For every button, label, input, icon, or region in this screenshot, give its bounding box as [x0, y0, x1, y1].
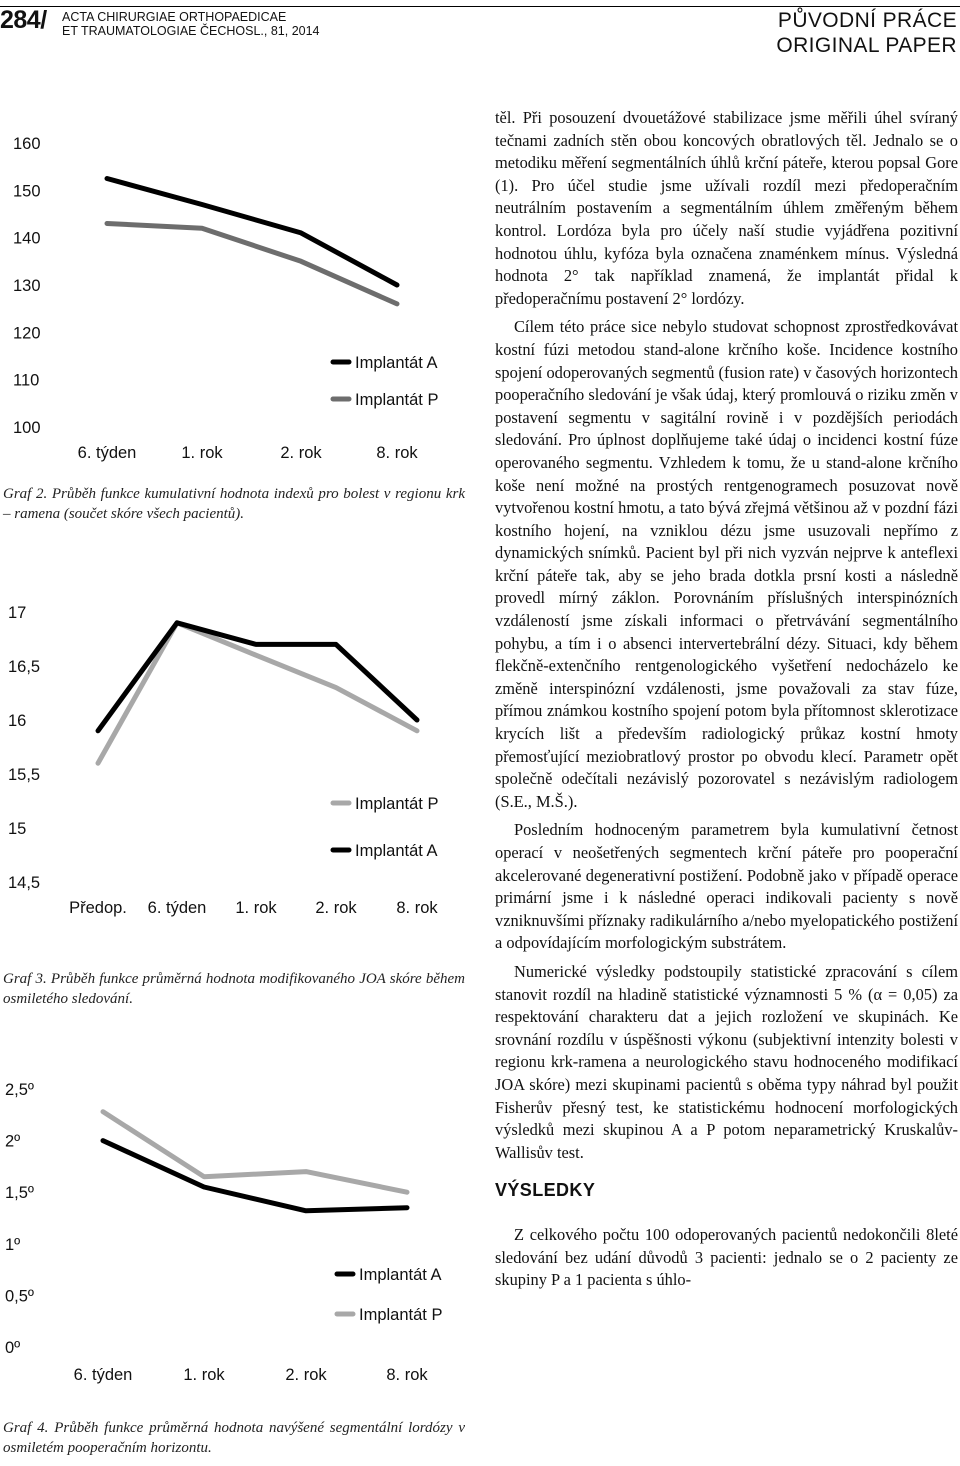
graf3-svg — [0, 590, 470, 930]
body-paragraph: těl. Při posouzení dvouetážové stabilizace jsme měřili úhel svíraný tečnami zadních stěn obou koncových obratlových těl. Jednalo se o metodiku měření segmentálních úhlů krční páteře, kterou popsal Gore (1). Pro účel studie jsme užívali rozdíl mezi předoperačním neutrálním postavením a segmentálním úhlem změřeným během kontrol. Lordóza byla pro účely naší studie vyjádřena pozitivní hodnotou úhlu, kyfóza byla označena znaménkem mínus. Výsledná hodnota 2° tak například znamená, že implantát přidal k předoperačnímu postavení 2° lordózy. — [495, 108, 958, 308]
graf2-svg — [0, 120, 470, 470]
journal-title-line2: ET TRAUMATOLOGIAE ČECHOSL., 81, 2014 — [62, 24, 320, 38]
x-tick-label: 2. rok — [315, 899, 357, 917]
x-tick-label: 6. týden — [147, 899, 207, 917]
y-tick-label: 1,5º — [5, 1184, 34, 1203]
y-tick-label: 160 — [13, 135, 41, 153]
x-tick-label: 6. týden — [77, 444, 137, 462]
x-tick-label: 8. rok — [386, 1366, 428, 1384]
x-tick-label: 2. rok — [285, 1366, 327, 1384]
y-tick-label: 110 — [13, 371, 40, 390]
graf4-chart — [0, 1065, 470, 1395]
legend-label: Implantát P — [355, 391, 439, 409]
graf3-chart — [0, 590, 470, 930]
y-tick-label: 100 — [13, 419, 41, 437]
graf2-caption: Graf 2. Průběh funkce kumulativní hodnota indexů pro bolest v regionu krk – ramena (součet skóre všech pacientů). — [3, 486, 465, 522]
journal-title — [62, 10, 320, 38]
graf2-chart — [0, 120, 470, 470]
x-tick-label: 6. týden — [73, 1366, 133, 1384]
body-paragraph: Cílem této práce sice nebylo studovat schopnost zprostředkovávat kostní fúzi metodou stand-alone krčního koše. Incidence kostního spojení odoperovaných segmentů (fusion rate) v časových horizontech pooperačního sledování je však údaj, který promlouvá o riziku změn v postavení segmentu v sagitální rovině i v pozdějších periodách sledování. Pro úplnost doplňujeme také údaj o incidenci kostní fúze operovaného segmentu. Vzhledem k tomu, že u stand-alone krčního koše není možné na prostých rentgenogramech posuzovat nově vytvořenou kostní hmotu, a tato bývá zřejmá většinou až v pozdní fázi kostního hojení, na vzniklou dézu jsme usuzovali nepřímo z dynamických snímků. Pacient byl při nich vyzván nejprve k anteflexi krční páteře tak, aby se jeho brada dotkla prsní kosti a následně provedl mírný záklon. Porovnáním příslušných interspinózních vzdáleností jsme získali informaci o přetrvávání segmentálního pohybu, a tím i o absenci intervertebrální dézy. Situaci, kdy během flekčně-extenčního rentgenologického vyšetření nedocházelo ke změně interspinózní vzdálenosti, jsme považovali za stav fúze, přímou známkou kostního spojení potom byla přítomnost sklerotizace krycích lišt a především radiologický průkaz kostní hmoty přemosťující meziobratlový prostor po obvodu klecí. Parametr opět společně odečítali nezávislý pozorovatel s nezávislým radiologem (S.E., M.Š.). — [495, 317, 958, 811]
y-tick-label: 2º — [5, 1132, 21, 1151]
graf3-caption: Graf 3. Průběh funkce průměrná hodnota modifikovaného JOA skóre během osmiletého sledování. — [3, 971, 465, 1007]
x-tick-label: Předop. — [69, 899, 127, 917]
y-tick-label: 16 — [8, 712, 27, 730]
legend-label: Implantát A — [359, 1266, 442, 1284]
y-tick-label: 0º — [5, 1339, 21, 1357]
y-tick-label: 130 — [13, 277, 41, 295]
header-rule — [0, 6, 960, 7]
legend-label: Implantát P — [359, 1306, 443, 1324]
x-tick-label: 2. rok — [280, 444, 322, 462]
article-type-czech: PŮVODNÍ PRÁCE — [777, 9, 957, 32]
body-paragraph: Numerické výsledky podstoupily statistické zpracování s cílem stanovit rozdíl na hladině statistické významnosti 5 % (α = 0,05) za respektování charakteru dat a jejich rozložení ve skupinách. Ke srovnání rozdílu v úspěšnosti výkonu (subjektivní intenzity bolesti v regionu krk-ramena a neurologického stavu hodnoceného modifikací JOA skóre) mezi skupinami pacientů s oběma typy náhrad byl použit Fisherův přesný test, ke statistickému hodnocení morfologických výsledků mezi skupinou A a P potom neparametrický Kruskalův-Wallisův test. — [495, 961, 958, 1162]
y-tick-label: 15,5 — [8, 766, 41, 784]
series-line — [107, 179, 397, 286]
x-tick-label: 8. rok — [396, 899, 438, 917]
body-text-column — [495, 107, 958, 1292]
page-number: 284/ — [0, 6, 47, 34]
y-tick-label: 140 — [13, 229, 41, 248]
series-line — [103, 1112, 407, 1193]
article-type — [776, 8, 957, 58]
graf4-svg — [0, 1065, 470, 1395]
section-title-results: VÝSLEDKY — [495, 1180, 596, 1201]
y-tick-label: 17 — [8, 604, 27, 622]
legend-label: Implantát A — [355, 354, 438, 372]
article-type-english: ORIGINAL PAPER — [776, 34, 957, 57]
x-tick-label: 8. rok — [376, 444, 418, 462]
x-tick-label: 1. rok — [181, 444, 223, 462]
results-paragraph: Z celkového počtu 100 odoperovaných pacientů nedokončili 8leté sledování bez udání důvodů 3 pacienti: jednalo se o 2 pacienty ze skupiny P a 1 pacienta s úhlo- — [495, 1224, 958, 1290]
y-tick-label: 120 — [13, 324, 41, 343]
y-tick-label: 0,5º — [5, 1287, 34, 1306]
x-tick-label: 1. rok — [235, 899, 277, 917]
legend-label: Implantát A — [355, 842, 438, 860]
y-tick-label: 2,5º — [5, 1081, 34, 1099]
legend-label: Implantát P — [355, 795, 439, 813]
y-tick-label: 150 — [13, 182, 41, 201]
y-tick-label: 16,5 — [8, 658, 41, 676]
y-tick-label: 14,5 — [8, 874, 41, 892]
x-tick-label: 1. rok — [183, 1366, 225, 1384]
y-tick-label: 1º — [5, 1235, 21, 1254]
graf4-caption: Graf 4. Průběh funkce průměrná hodnota navýšené segmentální lordózy v osmiletém pooperačním horizontu. — [3, 1420, 465, 1456]
journal-title-line1: ACTA CHIRURGIAE ORTHOPAEDICAE — [62, 10, 287, 24]
y-tick-label: 15 — [8, 820, 27, 838]
body-paragraph: Posledním hodnoceným parametrem byla kumulativní četnost operací v neošetřených segmentech krční páteře pro pooperační akcelerované degenerativní postižení. Podobně jako v případě operace primární jsme i k následné operaci indikovali pacienty s nově vzniknuvšími příznaky radikulárního a/nebo myelopatického postižení a odpovídajícím morfologickým substrátem. — [495, 820, 958, 953]
